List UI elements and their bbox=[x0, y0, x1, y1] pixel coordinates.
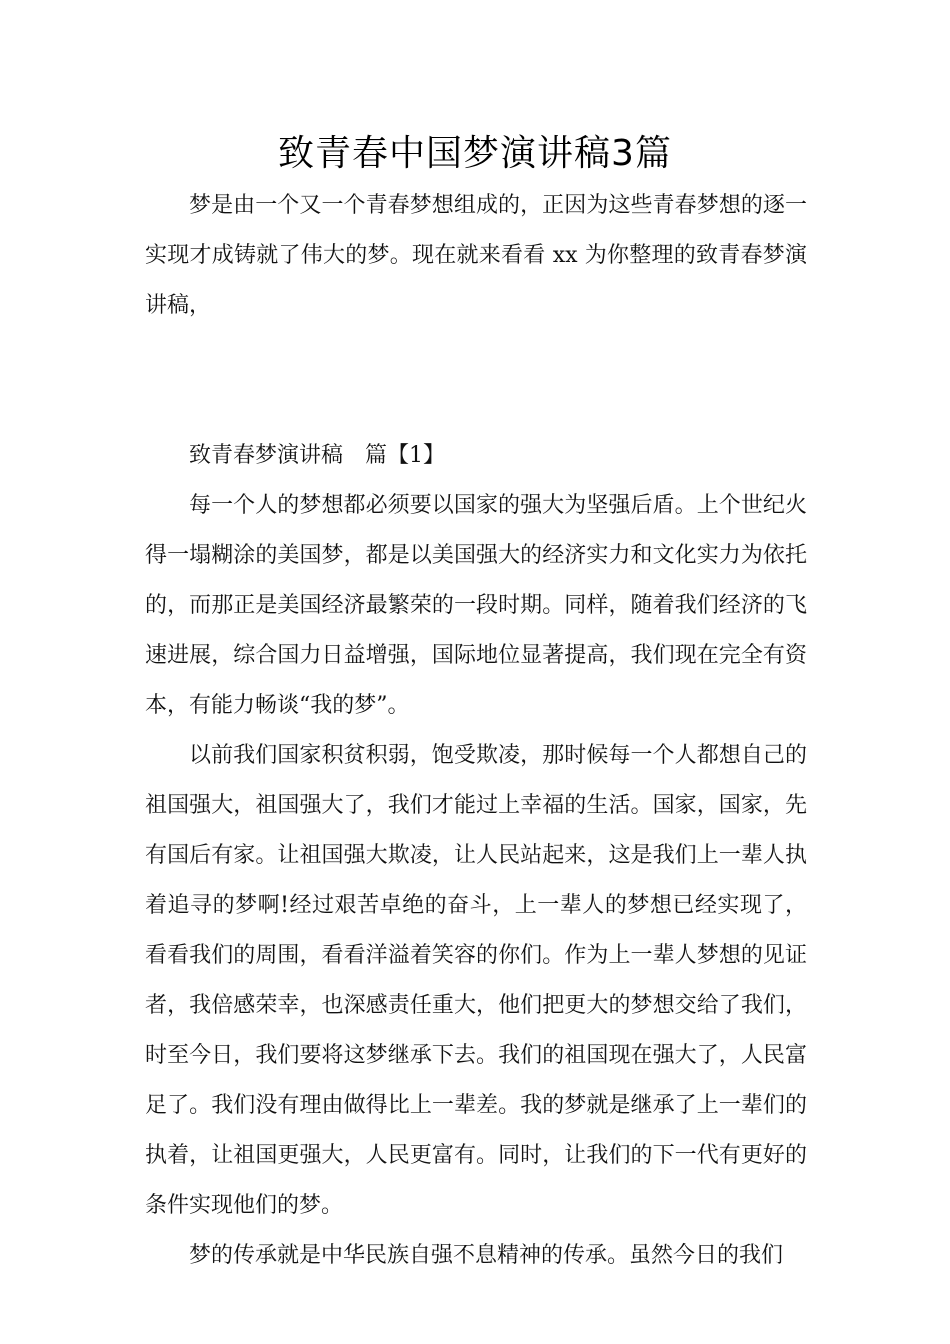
blank-line bbox=[145, 331, 807, 431]
body-paragraph: 每一个人的梦想都必须要以国家的强大为坚强后盾。上个世纪火得一塌糊涂的美国梦，都是以美国强大的经济实力和文化实力为依托的，而那正是美国经济最繁荣的一段时期。同样，随着我们经济的飞速进展，综合国力日益增强，国际地位显著提高，我们现在完全有资本，有能力畅谈“我的梦”。 bbox=[145, 493, 807, 718]
section-heading: 致青春梦演讲稿 篇【1】 bbox=[189, 443, 445, 468]
body-paragraph: 梦的传承就是中华民族自强不息精神的传承。虽然今日的我们 bbox=[189, 1243, 784, 1268]
document-title: 致青春中国梦演讲稿3篇 bbox=[278, 133, 672, 174]
intro-paragraph: 梦是由一个又一个青春梦想组成的，正因为这些青春梦想的逐一实现才成铸就了伟大的梦。现在就来看看 xx 为你整理的致青春梦演讲稿， bbox=[145, 193, 807, 318]
document-body bbox=[145, 181, 807, 1281]
body-paragraph: 以前我们国家积贫积弱，饱受欺凌，那时候每一个人都想自己的祖国强大，祖国强大了，我们才能过上幸福的生活。国家，国家，先有国后有家。让祖国强大欺凌，让人民站起来，这是我们上一辈人执着追寻的梦啊!经过艰苦卓绝的奋斗，上一辈人的梦想已经实现了，看看我们的周围，看看洋溢着笑容的你们。作为上一辈人梦想的见证者，我倍感荣幸，也深感责任重大，他们把更大的梦想交给了我们，时至今日，我们要将这梦继承下去。我们的祖国现在强大了，人民富足了。我们没有理由做得比上一辈差。我的梦就是继承了上一辈们的执着，让祖国更强大，人民更富有。同时，让我们的下一代有更好的条件实现他们的梦。 bbox=[145, 743, 807, 1218]
